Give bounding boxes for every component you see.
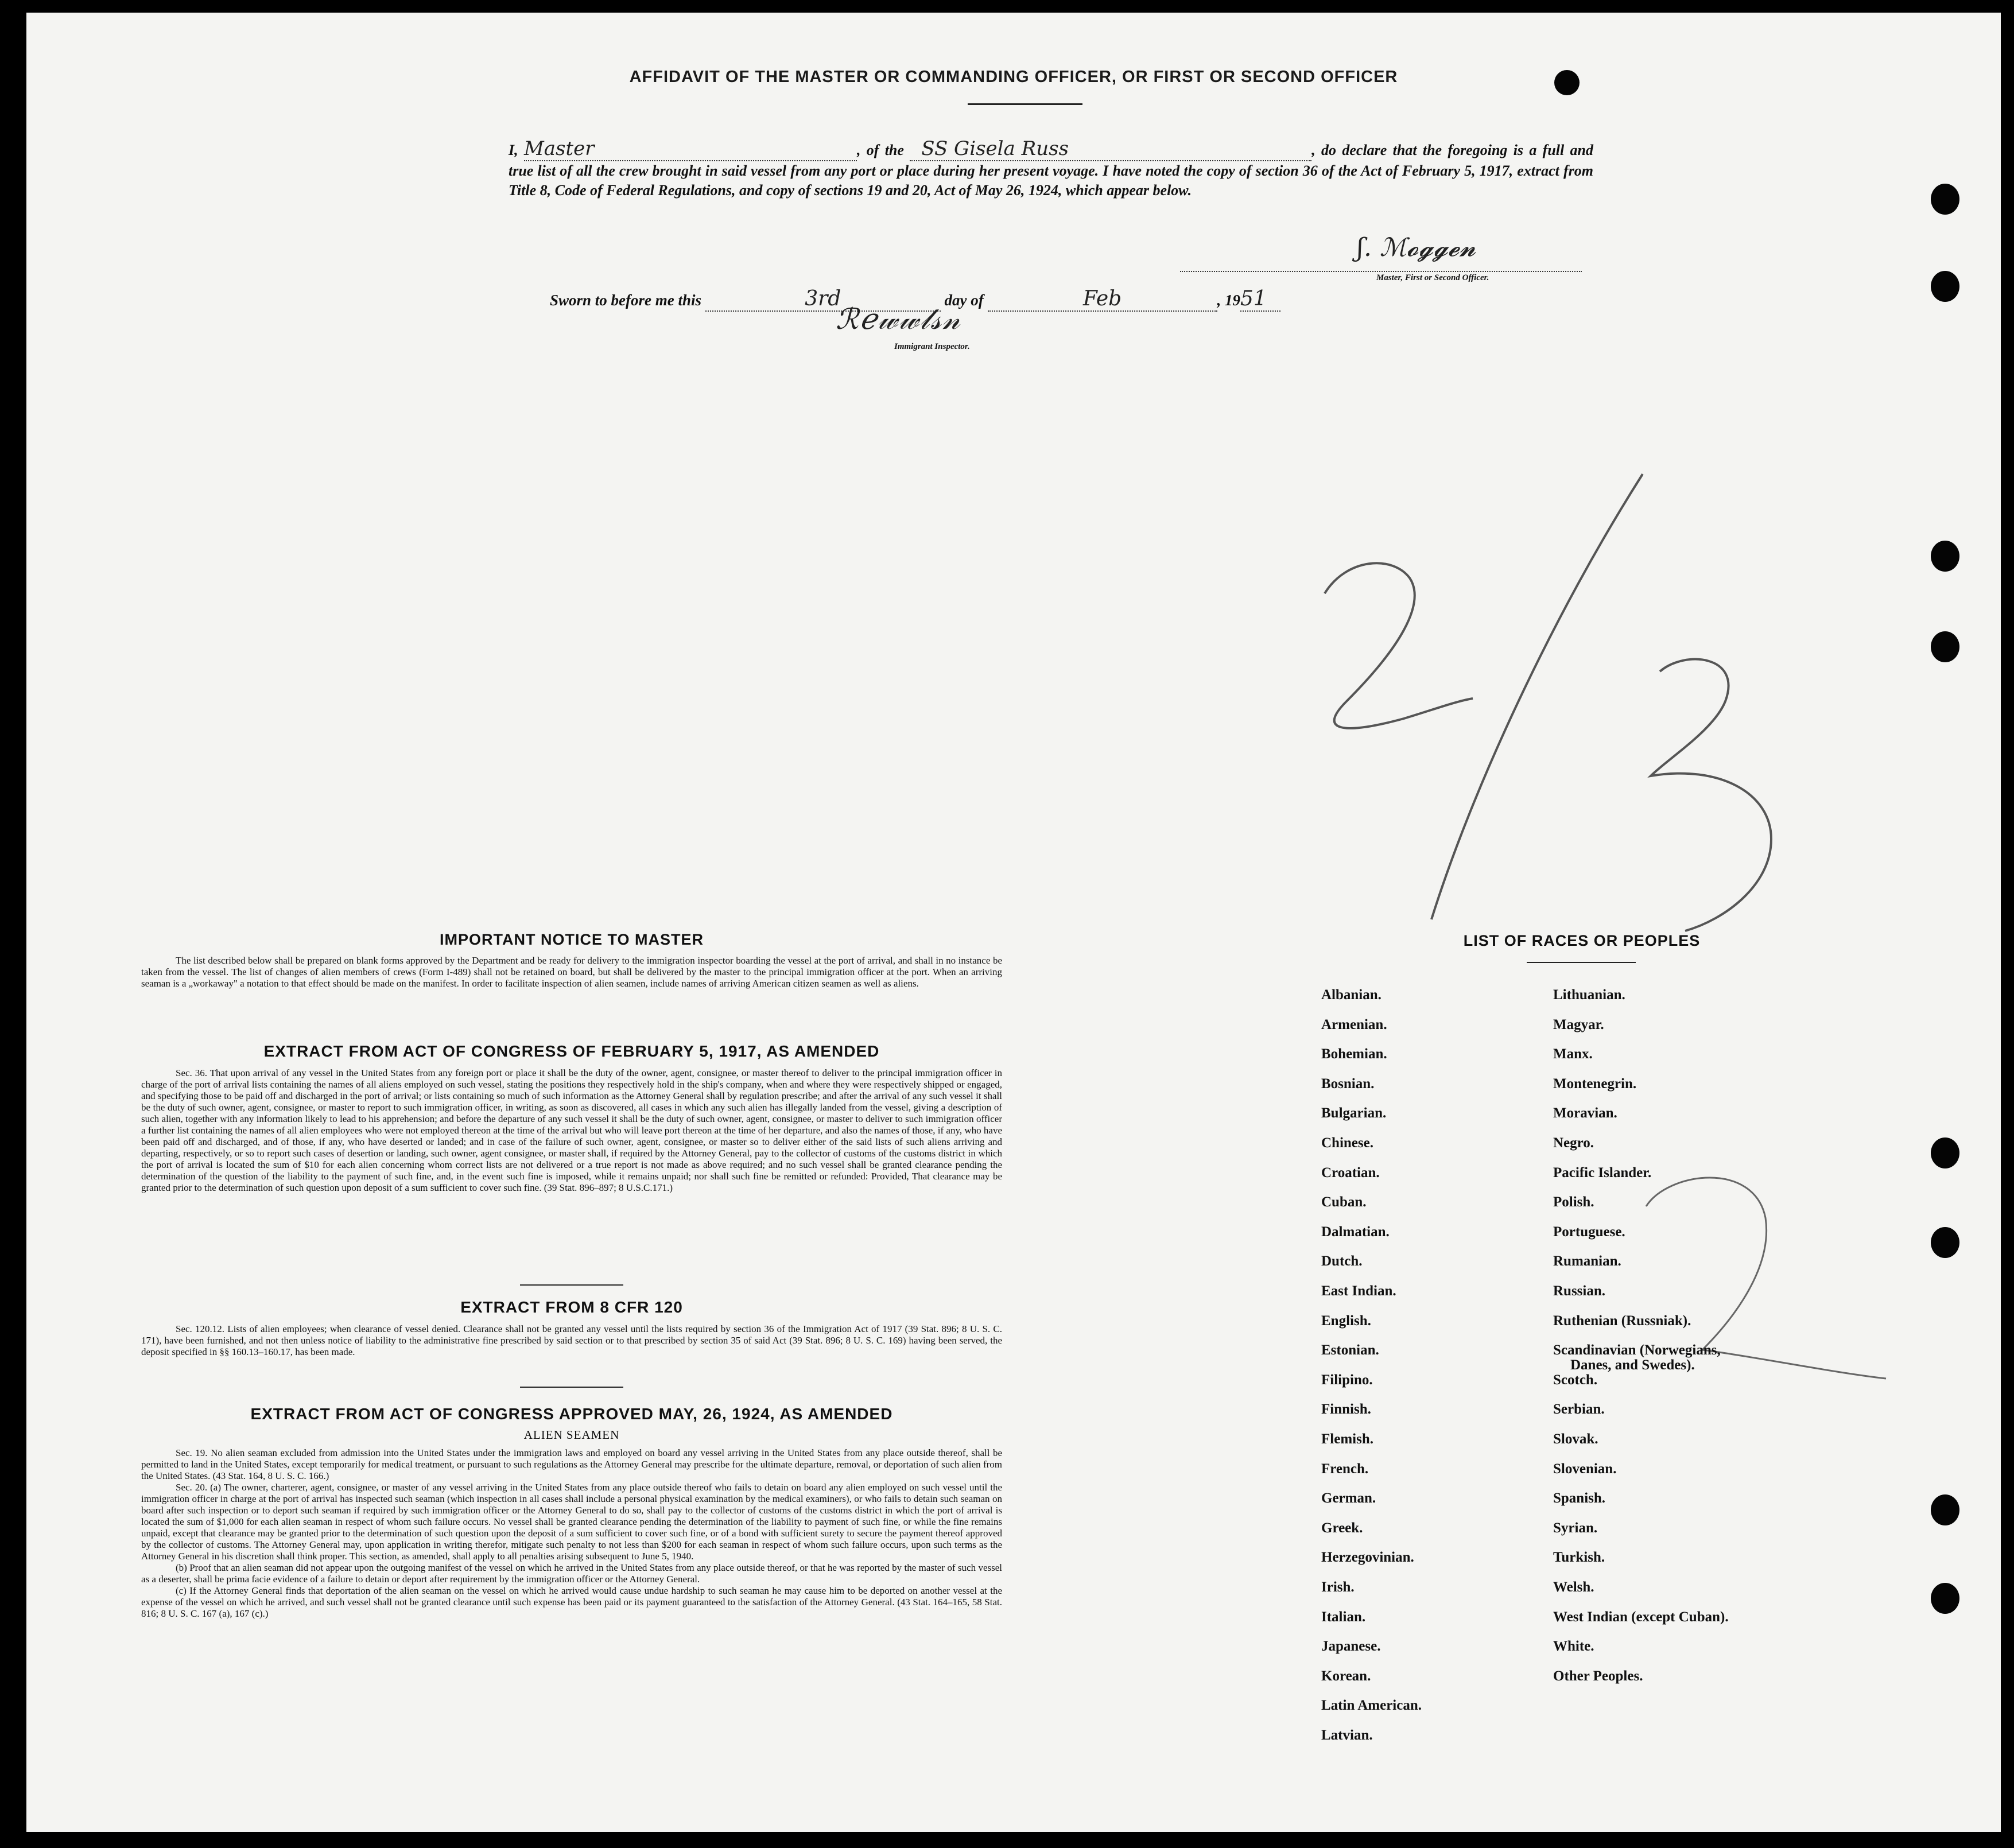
alien-seamen-subtitle: ALIEN SEAMEN [523, 1428, 620, 1442]
race-item: Negro. [1553, 1135, 1594, 1151]
race-item: Moravian. [1553, 1105, 1617, 1121]
race-item: Ruthenian (Russniak). [1553, 1313, 1691, 1329]
fraction-numerator-2 [1325, 563, 1473, 728]
races-title: LIST OF RACES OR PEOPLES [1463, 932, 1701, 949]
race-item: Spanish. [1553, 1490, 1606, 1506]
race-item: Slovenian. [1553, 1461, 1617, 1477]
race-item: Armenian. [1321, 1017, 1387, 1032]
race-item: West Indian (except Cuban). [1553, 1609, 1729, 1625]
notice-paragraph: The list described below shall be prepared on blank forms approved by the Department and be ready for delivery to the immigration inspector boarding the vessel at the port of arrival, and shall in no instance be taken from the vessel. The list of changes of alien members of crews (Form I-489) shall not be retained on board, but shall be delivered by the master to the principal immigration officer at the port. When an arriving seaman is a „workaway" a notation to that effect should be made on the manifest. In order to facilitate inspection of alien seamen, include names of arriving American citizen seamen as well as aliens. [141, 955, 1002, 989]
race-item: Korean. [1321, 1668, 1371, 1684]
day-of-text: day of [944, 292, 984, 309]
race-item: Turkish. [1553, 1550, 1605, 1565]
race-item: Italian. [1321, 1609, 1366, 1625]
race-item: Japanese. [1321, 1639, 1381, 1654]
race-item: Portuguese. [1553, 1224, 1625, 1240]
rank-handwriting: Master [523, 137, 595, 160]
extract-cfr-title: EXTRACT FROM 8 CFR 120 [460, 1298, 683, 1316]
of-the-text: , of the [856, 142, 904, 158]
fraction-denominator-3 [1651, 659, 1771, 931]
affidavit-heading: AFFIDAVIT OF THE MASTER OR COMMANDING OFFICER, OR FIRST OR SECOND OFFICER [629, 68, 1398, 86]
race-item: Rumanian. [1553, 1253, 1621, 1269]
sec-20a-paragraph: Sec. 20. (a) The owner, charterer, agent, consignee, or master of any vessel arriving in the United States from any place outside thereof who fails to detain on board any alien employed on such vessel until the immigration officer in charge at the port of arrival has inspected such seaman (which inspection in all cases shall include a personal physical examination by the medical examiners), or who fails to detain such seaman on board after such inspection or to deport such seaman if required by such immigration officer or the Attorney General to do so, shall pay to the collector of customs of the customs district in which the port of arrival is located the sum of $1,000 for each alien seaman in respect of whom such failure occurs. No vessel shall be granted clearance pending the determination of the liability to payment of such fine, or while the fine remains unpaid, except that clearance may be granted prior to the determination of such question upon the deposit of a sum sufficient to cover such fine, or of a bond with sufficient surety to secure the payment thereof approved by the collector of customs. The Attorney General may, upon application in writing therefor, mitigate such penalty to not less than $200 for each seaman in respect of whom such failure occurs, upon such terms as the Attorney General in his discretion shall think proper. This section, as amended, shall apply to all penalties arising subsequent to June 5, 1940. [141, 1482, 1002, 1562]
race-item: Russian. [1553, 1283, 1606, 1299]
race-item: Latvian. [1321, 1727, 1373, 1743]
race-item: Bohemian. [1321, 1046, 1387, 1062]
race-item: Scotch. [1553, 1372, 1598, 1388]
race-item: French. [1321, 1461, 1369, 1477]
declaration-lead: I, [509, 142, 518, 158]
race-item: German. [1321, 1490, 1376, 1506]
race-item: Lithuanian. [1553, 987, 1625, 1003]
year-handwriting: 51 [1240, 287, 1267, 310]
race-item: Pacific Islander. [1553, 1165, 1652, 1181]
extract-1917-title: EXTRACT FROM ACT OF CONGRESS OF FEBRUARY 5, 1917, AS AMENDED [263, 1042, 880, 1060]
pencil-annotations [26, 13, 2001, 1832]
race-item: Manx. [1553, 1046, 1593, 1062]
race-item: Greek. [1321, 1520, 1363, 1536]
sec-19-paragraph: Sec. 19. No alien seaman excluded from admission into the United States under the immigration laws and employed on board any vessel arriving in the United States from any place outside thereof, shall be permitted to land in the United States, except temporarily for medical treatment, or pursuant to such regulations as the Attorney General may prescribe for the ultimate departure, removal, or deportation of such alien from the United States. (43 Stat. 164, 8 U. S. C. 166.) [141, 1447, 1002, 1481]
race-item: English. [1321, 1313, 1371, 1329]
race-item: Slovak. [1553, 1431, 1598, 1447]
race-item: Croatian. [1321, 1165, 1380, 1181]
race-item: Chinese. [1321, 1135, 1373, 1151]
month-handwriting: Feb [1082, 287, 1122, 310]
race-item: Dalmatian. [1321, 1224, 1390, 1240]
officer-signature: ʃ. ℳ𝓸𝓰𝓰𝓮𝓷 [1357, 233, 1476, 262]
race-item: Serbian. [1553, 1401, 1605, 1417]
sworn-lead: Sworn to before me this [550, 292, 702, 309]
form-page [26, 13, 2001, 1832]
race-item: Filipino. [1321, 1372, 1373, 1388]
race-item: Flemish. [1321, 1431, 1373, 1447]
race-item: Scandinavian (Norwegians, [1553, 1342, 1721, 1358]
race-item: Syrian. [1553, 1520, 1598, 1536]
race-item: Dutch. [1321, 1253, 1363, 1269]
race-item: Magyar. [1553, 1017, 1604, 1032]
vessel-handwriting: SS Gisela Russ [921, 137, 1069, 160]
declaration-body: that the foregoing is a full and true list of all the crew brought in said vessel from any port or place during her present voyage. I have noted the copy of section 36 of the Act of February 5, 1917, extract from Title 8, Code of Federal Regulations, and copy of sections 19 and 20, Act of May 26, 1924, which appear below. [509, 142, 1594, 199]
notice-title: IMPORTANT NOTICE TO MASTER [440, 931, 704, 948]
inspector-caption: Immigrant Inspector. [894, 342, 970, 351]
sec-20b-paragraph: (b) Proof that an alien seaman did not appear upon the outgoing manifest of the vessel on which he arrived in the United States from any place outside thereof, or that he was reported by the master of such vessel as a deserter, shall be prima facie evidence of a failure to detain or deport after requirement by the immigration officer or the Attorney General. [141, 1562, 1002, 1585]
fraction-slash [1431, 474, 1643, 919]
race-item: Other Peoples. [1553, 1668, 1643, 1684]
inspector-signature: ℛℯ𝓌𝓌𝓁𝓈𝓃 [836, 302, 961, 336]
year-prefix: , 19 [1217, 292, 1241, 309]
race-item: Polish. [1553, 1194, 1594, 1210]
sec-36-paragraph: Sec. 36. That upon arrival of any vessel in the United States from any foreign port or place it shall be the duty of the owner, agent, consignee, or master thereof to deliver to the principal immigration officer in charge of the port of arrival lists containing the names of all aliens employed on such vessel, stating the positions they respectively hold in the ship's company, when and where they were respectively shipped or engaged, and specifying those to be paid off and discharged in the port of arrival; or lists containing so much of such information as the Attorney General shall by regulation prescribe; and after the arrival of any such vessel it shall be the duty of such owner, agent, consignee, or master to report to such immigration officer, in writing, as soon as discovered, all cases in which any such alien has illegally landed from the vessel, giving a description of such alien, together with any information likely to lead to his apprehension; and before the departure of any such vessel it shall be the duty of such owner, agent, consignee, or master to deliver to such immigration officer a further list containing the names of all alien employees who were not employed thereon at the time of the arrival but who will leave port thereon at the time of her departure, and also the names of those, if any, who have been paid off and discharged, and of those, if any, who have deserted or landed; and in case of the failure of such owner, agent, consignee, or master so to deliver either of the said lists of such aliens arriving and departing, respectively, or so to report such cases of desertion or landing, such owner, agent consignee, or master shall, if required by the Attorney General, pay to the collector of customs of the customs district in which the port of arrival is located the sum of $10 for each alien concerning whom correct lists are not delivered or a true report is not made as above required; and no such vessel shall be granted clearance pending the determination of the question of the liability to the payment of such fine, and, in the event such fine is imposed, while it remains unpaid; nor shall such fine be remitted or refunded: Provided, That clearance may be granted prior to the determination of such question upon deposit of a sum sufficient to cover such fine. (39 Stat. 896–897; 8 U.S.C.171.) [141, 1067, 1002, 1193]
race-item: Montenegrin. [1553, 1076, 1637, 1092]
sec-120-12-paragraph: Sec. 120.12. Lists of alien employees; when clearance of vessel denied. Clearance shall not be granted any vessel until the lists required by section 36 of the Immigration Act of 1917 (39 Stat. 896; 8 U. S. C. 171), have been furnished, and not then unless notice of liability to the administrative fine prescribed by said section or to that prescribed by section 35 of said Act (39 Stat. 896; 8 U. S. C. 169) having been served, the deposit specified in §§ 160.13–160.17, has been made. [141, 1323, 1002, 1357]
extract-1924-title: EXTRACT FROM ACT OF CONGRESS APPROVED MAY, 26, 1924, AS AMENDED [250, 1405, 893, 1423]
race-item: Bosnian. [1321, 1076, 1375, 1092]
signature-caption: Master, First or Second Officer. [1376, 273, 1489, 282]
do-declare-text: , do declare [1311, 142, 1387, 158]
day-handwriting: 3rd [805, 287, 841, 310]
race-item: Cuban. [1321, 1194, 1367, 1210]
race-item: Latin American. [1321, 1698, 1422, 1713]
race-item: East Indian. [1321, 1283, 1396, 1299]
race-item: Bulgarian. [1321, 1105, 1387, 1121]
race-item: Finnish. [1321, 1401, 1371, 1417]
race-item: Welsh. [1553, 1579, 1594, 1595]
sec-20c-paragraph: (c) If the Attorney General finds that deportation of the alien seaman on the vessel on which he arrived would cause undue hardship to such seaman he may cause him to be deported on another vessel at the expense of the vessel on which he arrived, and such vessel shall not be granted clearance until such expense has been paid or its payment guaranteed to the satisfaction of the Attorney General. (43 Stat. 164–165, 58 Stat. 816; 8 U. S. C. 167 (a), 167 (c).) [141, 1585, 1002, 1619]
race-item: Albanian. [1321, 987, 1382, 1003]
race-item: White. [1553, 1639, 1594, 1654]
race-item: Danes, and Swedes). [1570, 1357, 1695, 1373]
race-item: Herzegovinian. [1321, 1550, 1414, 1565]
race-item: Irish. [1321, 1579, 1355, 1595]
race-item: Estonian. [1321, 1342, 1379, 1358]
